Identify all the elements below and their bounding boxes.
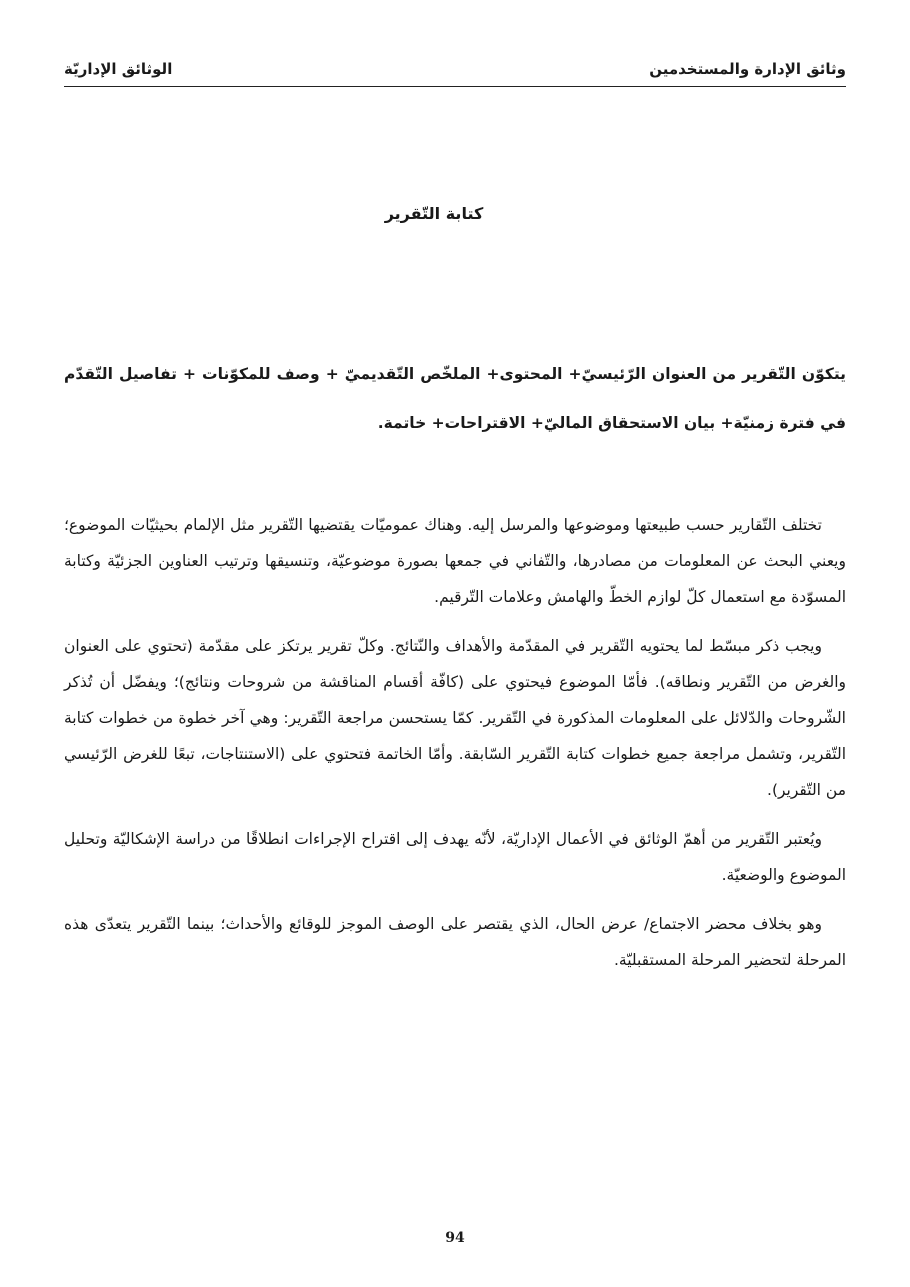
header-book-title: وثائق الإدارة والمستخدمين: [649, 60, 846, 78]
page-header: [64, 58, 846, 87]
body-text: [64, 507, 846, 991]
paragraph: ويجب ذكر مبسّط لما يحتويه التّقرير في المقدّمة والأهداف والنّتائج. وكلّ تقرير يرتكز على مقدّمة (تحتوي على العنوان والغرض من التّقرير ونطاقه). فأمّا الموضوع فيحتوي على (كافّة أقسام المناقشة من شروحات ونتائج)؛ ويفضّل أن تُذكر الشّروحات والدّلائل على المعلومات المذكورة في التّقرير. كمّا يستحسن مراجعة التّقرير: وهي آخر خطوة من خطوات كتابة التّقرير، وتشمل مراجعة جميع خطوات كتابة التّقرير السّابقة. وأمّا الخاتمة فتحتوي على (الاستنتاجات، تبعًا للغرض الرّئيسي من التّقرير).: [64, 637, 846, 799]
lead-paragraph: يتكوّن التّقرير من العنوان الرّئيسيّ+ المحتوى+ الملخّص التّقديميّ + وصف للمكوّنات + تفاصيل التّقدّم في فترة زمنيّة+ بيان الاستحقاق الماليّ+ الاقتراحات+ خاتمة.: [64, 365, 846, 432]
paragraph: ويُعتبر التّقرير من أهمّ الوثائق في الأعمال الإداريّة، لأنّه يهدف إلى اقتراح الإجراءات انطلاقًا من دراسة الإشكاليّة وتحليل الموضوع والوضعيّة.: [64, 830, 846, 884]
paragraph: وهو بخلاف محضر الاجتماع/ عرض الحال، الذي يقتصر على الوصف الموجز للوقائع والأحداث؛ بينما التّقرير يتعدّى هذه المرحلة لتحضير المرحلة المستقبليّة.: [64, 915, 846, 969]
paragraph: تختلف التّقارير حسب طبيعتها وموضوعها والمرسل إليه. وهناك عموميّات يقتضيها التّقرير مثل الإلمام بحيثيّات الموضوع؛ ويعني البحث عن المعلومات من مصادرها، والتّفاني في جمعها بصورة موضوعيّة، وتنسيقها وترتيب العناوين الجزئيّة وكتابة المسوّدة مع استعمال كلّ لوازم الخطّ والهامش وعلامات التّرقيم.: [64, 516, 846, 606]
header-chapter-title: الوثائق الإداريّة: [64, 60, 173, 78]
section-title: كتابة التّقرير: [384, 204, 484, 223]
page-number: 94: [445, 1230, 465, 1246]
